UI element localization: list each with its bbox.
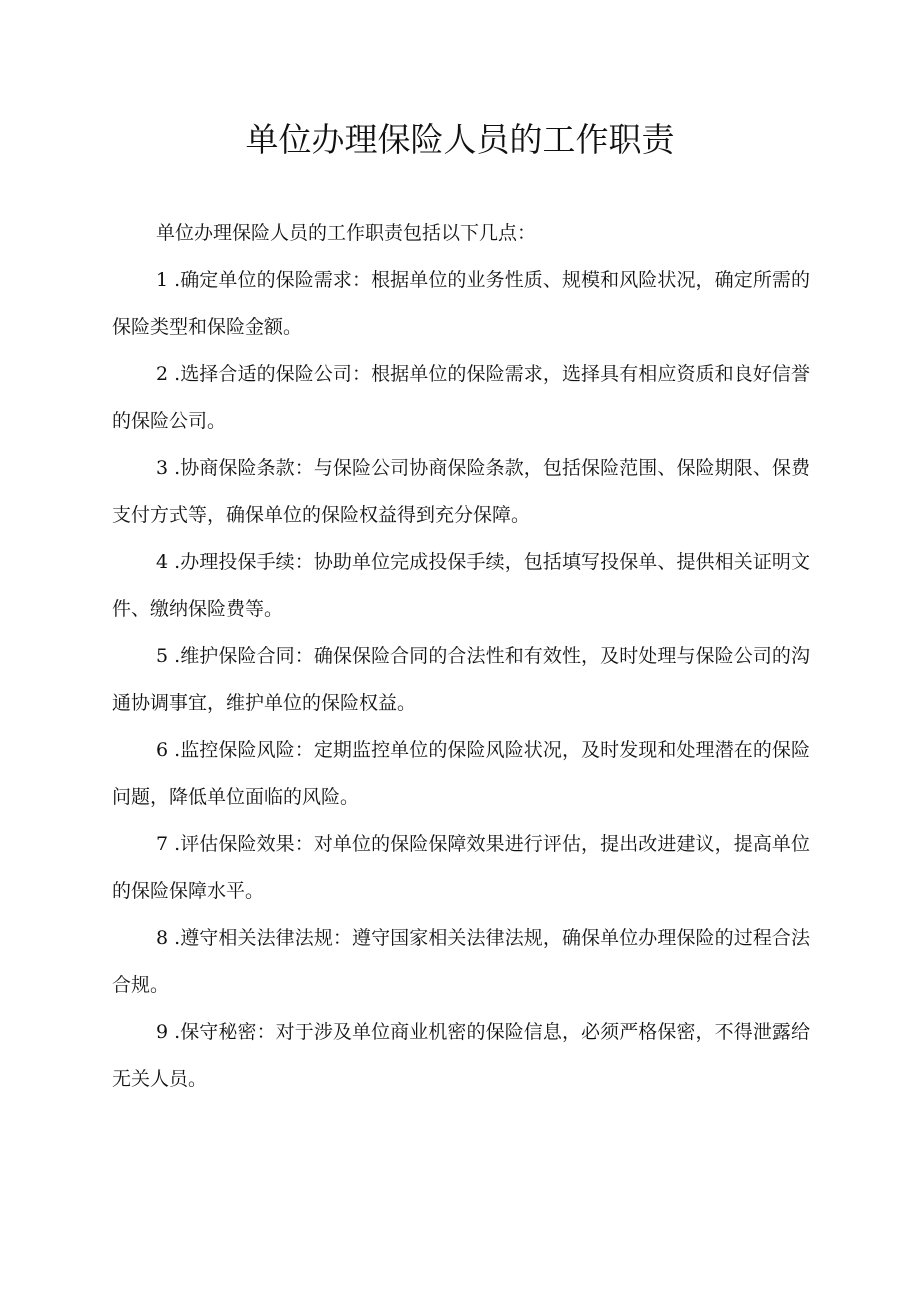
item-number: 4 <box>156 551 169 573</box>
item-text: .维护保险合同：确保保险合同的合法性和有效性，及时处理与保险公司的沟通协调事宜，维护单位的保险权益。 <box>112 645 810 714</box>
list-item <box>112 727 810 821</box>
item-text: .保守秘密：对于涉及单位商业机密的保险信息，必须严格保密，不得泄露给无关人员。 <box>112 1021 810 1090</box>
list-item <box>112 351 810 445</box>
item-text: .协商保险条款：与保险公司协商保险条款，包括保险范围、保险期限、保费支付方式等，确保单位的保险权益得到充分保障。 <box>112 457 810 526</box>
item-text: .确定单位的保险需求：根据单位的业务性质、规模和风险状况，确定所需的保险类型和保险金额。 <box>112 269 810 338</box>
item-text: .遵守相关法律法规：遵守国家相关法律法规，确保单位办理保险的过程合法合规。 <box>112 927 810 996</box>
item-number: 2 <box>156 363 169 385</box>
item-number: 3 <box>156 457 169 479</box>
item-number: 1 <box>156 269 169 291</box>
list-item <box>112 445 810 539</box>
item-number: 9 <box>156 1021 169 1043</box>
item-text: .办理投保手续：协助单位完成投保手续，包括填写投保单、提供相关证明文件、缴纳保险费等。 <box>112 551 810 620</box>
list-item <box>112 915 810 1009</box>
item-number: 8 <box>156 927 169 949</box>
item-number: 6 <box>156 739 169 761</box>
list-item <box>112 539 810 633</box>
list-item <box>112 821 810 915</box>
list-item <box>112 257 810 351</box>
intro-paragraph: 单位办理保险人员的工作职责包括以下几点： <box>156 222 537 244</box>
item-text: .监控保险风险：定期监控单位的保险风险状况，及时发现和处理潜在的保险问题，降低单位面临的风险。 <box>112 739 810 808</box>
item-text: .评估保险效果：对单位的保险保障效果进行评估，提出改进建议，提高单位的保险保障水平。 <box>112 833 810 902</box>
item-text: .选择合适的保险公司：根据单位的保险需求，选择具有相应资质和良好信誉的保险公司。 <box>112 363 810 432</box>
list-item <box>112 633 810 727</box>
item-number: 5 <box>156 645 169 667</box>
document-title: 单位办理保险人员的工作职责 <box>245 120 675 159</box>
list-item <box>112 1009 810 1103</box>
document-body <box>112 210 810 1103</box>
item-number: 7 <box>156 833 169 855</box>
